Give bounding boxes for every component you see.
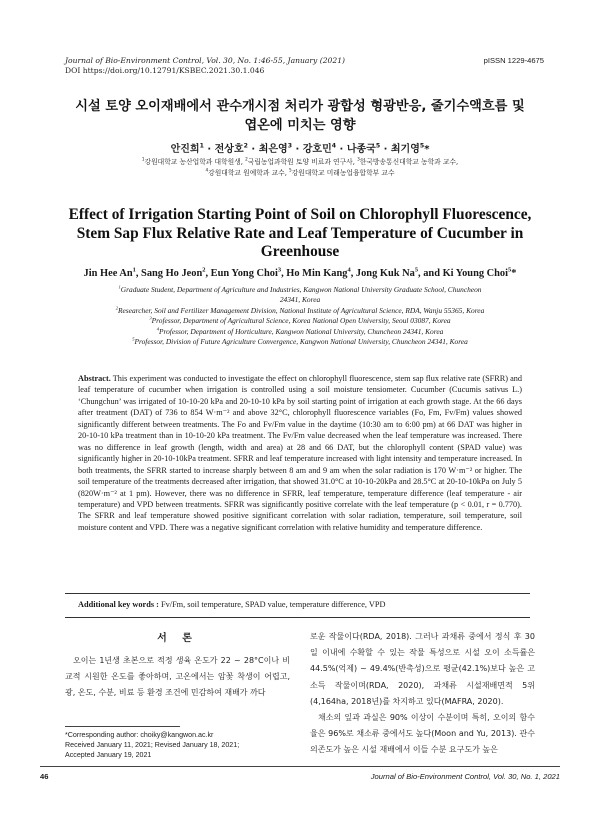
korean-title-line1: 시설 토양 오이재배에서 관수개시점 처리가 광합성 형광반응, 줄기수액흐름 및: [75, 99, 525, 114]
corresponding-author: *Corresponding author: choiky@kangwon.ac.kr: [65, 731, 214, 739]
english-title-line2: Stem Sap Flux Relative Rate and Leaf Temperature of Cucumber in: [76, 224, 524, 242]
english-title-line3: Greenhouse: [260, 243, 340, 260]
korean-title-line2: 엽온에 미치는 영향: [244, 118, 356, 133]
journal-citation: Journal of Bio-Environment Control, Vol. 30, No. 1:46-55, January (2021): [65, 56, 346, 65]
english-authors: Jin Hee An$^1$, Sang Ho Jeon$^2$, Eun Yong Choi$^3$, Ho Min Kang$^4$, Jong Kuk Na$^5$, and Ki Young Choi$^5$*: [83, 266, 517, 279]
intro-paragraph: 로운 작물이다(RDA, 2018). 그러나 과채류 중에서 정식 후 30일 이내에 수확할 수 있는 작물 특성으로 시설 오이 소득률은 44.5%(억제) ~ 49.4%(반촉성)으로 평균(42.1%)보다 높은 고소득 작물이며(RDA, 2020), 과채류 시설재배면적 5위(4,164ha, 2018년)를 차지하고 있다(MAFRA, 2020).: [310, 632, 535, 706]
korean-title: [40, 97, 560, 135]
received-dates: Received January 11, 2021; Revised January 18, 2021;: [65, 741, 240, 750]
keywords-text: Fv/Fm, soil temperature, SPAD value, temperature difference, VPD: [161, 600, 386, 609]
intro-paragraph: 채소의 잎과 과실은 90% 이상이 수분이며 특히, 오이의 함수율은 96%로 채소류 중에서도 높다(Moon and Yu, 2013). 관수의존도가 높은 시설 재배에서 이들 수분 요구도가 높은: [310, 713, 535, 755]
korean-affiliations: $^1$강원대학교 농산업학과 대학원생, $^2$국립농업과학원 토양 비료과 연구사, $^3$한국방송통신대학교 농학과 교수, $^4$강원대학교 원예학과 교수, $^5$강원대학교 미래농업융합학부 교수: [141, 156, 459, 177]
footer-journal: Journal of Bio-Environment Control, Vol. 30, No. 1, 2021: [370, 772, 560, 781]
footnote-rule: [65, 726, 180, 727]
page-number: 46: [40, 772, 49, 781]
divider: [65, 617, 530, 618]
english-title: [40, 206, 560, 262]
korean-authors: 안진희$^1$ · 전상호$^2$ · 최은영$^3$ · 강호민$^4$ · 나종국$^5$ · 최기영$^5$*: [170, 142, 430, 155]
keywords: [78, 600, 386, 609]
accepted-date: Accepted January 19, 2021: [65, 751, 152, 760]
english-affiliations: $^1$Graduate Student, Department of Agriculture and Industries, Kangwon National University Graduate School, Chuncheon 24341, Korea $^2$Researcher, Soil and Fertilizer Management Division, National Institute of Agricultural Science, RDA, Wanju 55365, Korea $^3$Professor, Department of Agricultural Science, Korea National Open University, Seoul 03087, Korea $^4$Professor, Department of Horticulture, Kangwon National University, Chuncheon 24341, Korea $^5$Professor, Division of Future Agriculture Convergence, Kangwon National University, Chuncheon 24341, Korea: [115, 284, 485, 347]
abstract-label: Abstract.: [78, 374, 111, 383]
footnote: [65, 730, 239, 761]
intro-paragraph: 오이는 1년생 초본으로 적정 생육 온도가 22 ~ 28°C이나 비교적 시원한 온도를 좋아하며, 고온에서는 암꽃 착생이 어렵고, 광, 온도, 수분, 비료 등 환경 조건에 민감하여 재배가 까다: [65, 656, 290, 698]
footer-rule: [40, 766, 560, 767]
doi-line: DOI https://doi.org/10.12791/KSBEC.2021.30.1.046: [65, 66, 265, 75]
divider: [65, 593, 530, 594]
english-title-line1: Effect of Irrigation Starting Point of Soil on Chlorophyll Fluorescence,: [68, 206, 532, 223]
abstract: [78, 373, 522, 533]
abstract-text: This experiment was conducted to investigate the effect on chlorophyll fluorescence, stem sap flux relative rate (SFRR) and leaf temperature of cucumber when irrigation is controlled using a soil moisture tensiometer. Cucumber (Cucumis sativus L.) ‘Chungchun’ was irrigated of 10-10-20 kPa and 20-10-10 kPa by soil starting point of irrigation at each growth stage. At the 66 days after treatment (DAT) of 736 to 854 W·m⁻² and above 32°C, chlorophyll fluorescence variables (Fo, Fm, Fv/Fm) values showed significantly different between treatments. The Fo and Fv/Fm value in the daytime (10:30 am to 6:00 pm) at 66 DAT was higher in 20-10-10 kPa treatment than in 10-10-20 kPa treatment. The Fv/Fm value decreased when the leaf temperature was increased. There was no difference in leaf growth (length, width and area) at 28 and 66 DAT, but the chlorophyll content (SPAD value) was significantly higher in 20-10-10kPa treatment. SFRR and leaf temperature increased with light intensity and temperature increased. In both treatments, the SFRR started to increase sharply between 8 am and 9 am when the solar radiation is 170 W·m⁻² or higher. The soil temperature of the treatments decreased after irrigation, that showed 31.0°C at 10-10-20kPa and 28.5°C at 20-10-10kPa on July 5 (820W·m⁻² at 1 pm). However, there was no difference in SFRR, leaf temperature, temperature difference (leaf temperature - air temperature) and VPD between treatments. SFRR was significantly positive correlate with the leaf temperature (p < 0.01, r = 0.770). The SFRR and leaf temperature showed positive significant correlation with solar radiation, temperature, soil temperature, soil moisture content and VPD. There was a negative significant correlation with relative humidity and temperature difference.: [78, 374, 522, 532]
section-heading-intro: 서 론: [157, 633, 198, 644]
intro-right-column: [310, 629, 535, 759]
keywords-label: Additional key words :: [78, 600, 159, 609]
intro-left-column: [65, 653, 290, 702]
issn: pISSN 1229-4675: [483, 56, 544, 65]
